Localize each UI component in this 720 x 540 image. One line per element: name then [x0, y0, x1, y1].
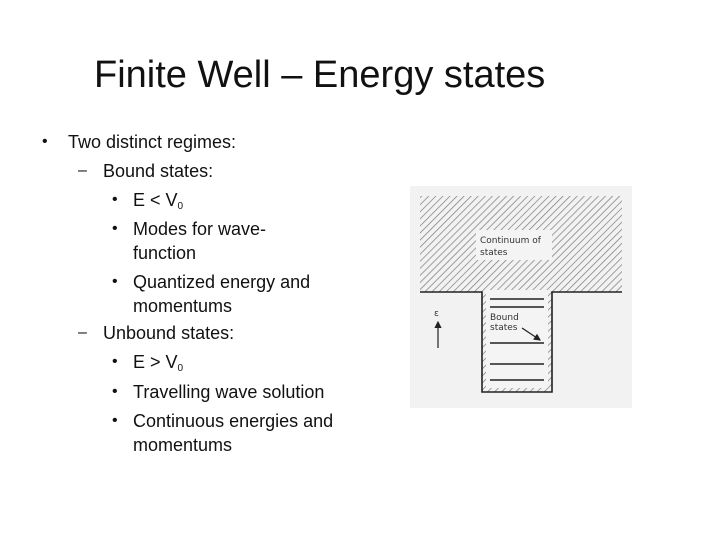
bound-label-line1: Bound — [490, 313, 519, 323]
subscript-zero: 0 — [177, 201, 184, 212]
continuum-label-line2: states — [480, 248, 508, 258]
item-e-greater-v0-text: E > V — [133, 352, 178, 372]
slide-title: Finite Well – Energy states — [94, 54, 546, 96]
bound-label-line2: states — [490, 323, 518, 333]
bullet-marker: • — [112, 273, 118, 290]
dash-marker: – — [78, 324, 87, 341]
item-modes-line1: Modes for wave- — [133, 219, 267, 239]
bullet-marker: • — [112, 220, 118, 237]
bullet-marker: • — [112, 191, 118, 208]
subbullet-unbound-states: Unbound states: — [103, 323, 235, 343]
bullet-marker: • — [112, 353, 118, 370]
dash-marker: – — [78, 162, 87, 179]
item-quantized-line2: momentums — [133, 296, 233, 316]
continuum-label-line1: Continuum of — [480, 236, 541, 246]
subscript-zero: 0 — [177, 363, 184, 374]
energy-axis-label: ε — [434, 309, 439, 319]
item-continuous-line2: momentums — [133, 435, 233, 455]
finite-well-diagram — [410, 186, 632, 408]
item-quantized-line1: Quantized energy and — [133, 272, 311, 292]
bullet-marker: • — [112, 412, 118, 429]
item-modes-line2: function — [133, 243, 197, 263]
bullet-marker: • — [42, 133, 48, 150]
item-travelling-wave: Travelling wave solution — [133, 382, 325, 402]
subbullet-bound-states: Bound states: — [103, 161, 214, 181]
item-e-less-v0-text: E < V — [133, 190, 178, 210]
item-e-less-v0 — [133, 189, 183, 211]
item-continuous-line1: Continuous energies and — [133, 411, 334, 431]
bullet-two-regimes: Two distinct regimes: — [68, 132, 237, 152]
finite-well-svg — [410, 186, 632, 408]
bullet-marker: • — [112, 383, 118, 400]
item-e-greater-v0 — [133, 351, 183, 373]
